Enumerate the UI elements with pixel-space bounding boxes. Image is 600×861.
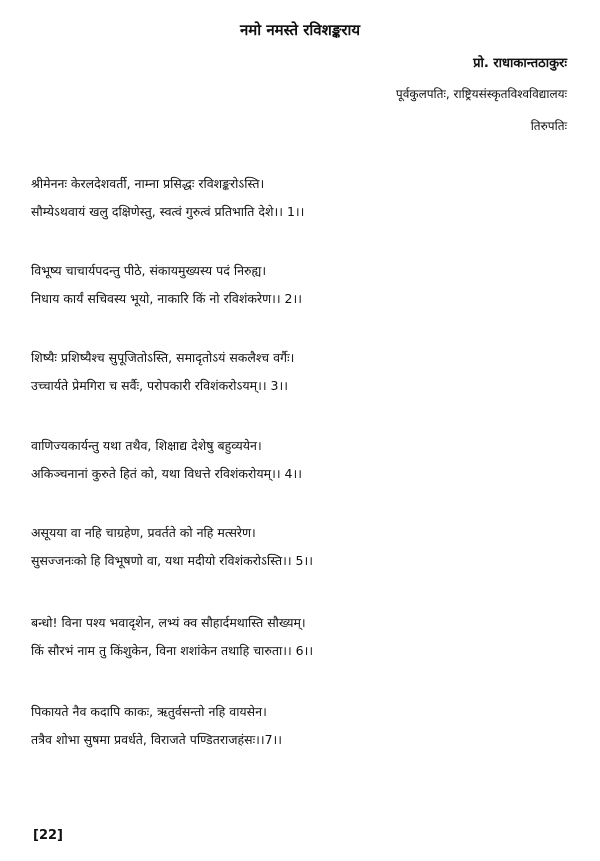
author-city: तिरुपतिः — [530, 119, 567, 133]
verse-7-line-1: पिकायते नैव कदापि काकः, ऋतुर्वसन्तो नहि वायसेन। — [31, 704, 267, 719]
verse-5-line-2: सुसज्जनःको हि विभूषणो वा, यथा मदीयो रविशंकरोऽस्ति।। 5।। — [31, 553, 313, 568]
verse-1-line-2: सौम्येऽथवायं खलु दक्षिणेस्तु, स्वत्वं गुरुत्वं प्रतिभाति देशे।। 1।। — [31, 204, 305, 219]
author-affiliation: पूर्वकुलपतिः, राष्ट्रियसंस्कृतविश्वविद्यालयः — [395, 87, 567, 101]
verse-2-line-1: विभूष्य चाचार्यपदन्तु पीठे, संकायमुख्यस्य पदं निरुह्य। — [31, 263, 267, 278]
verse-4-line-1: वाणिज्यकार्यन्तु यथा तथैव, शिक्षाद्य देशेषु बहुव्ययेन। — [31, 438, 262, 453]
verse-6-line-1: बन्धो! विना पश्य भवादृशेन, लभ्यं क्व सौहार्दमथास्ति सौख्यम्। — [31, 615, 306, 630]
verse-4-line-2: अकिञ्चनानां कुरुते हितं को, यथा विधत्ते रविशंकरोयम्।। 4।। — [31, 466, 302, 481]
verse-3-line-1: शिष्यैः प्रशिष्यैश्च सुपूजितोऽस्ति, समादृतोऽयं सकलैश्च वर्गैः। — [31, 350, 295, 365]
poem-title: नमो नमस्ते रविशङ्कराय — [239, 21, 361, 39]
page-number: [22] — [33, 828, 63, 843]
verse-6-line-2: किं सौरभं नाम तु किंशुकेन, विना शशांकेन तथाहि चारुता।। 6।। — [31, 643, 314, 658]
verse-3-line-2: उच्चार्यते प्रेमगिरा च सर्वैः, परोपकारी रविशंकरोऽयम्।। 3।। — [31, 378, 288, 393]
verse-7-line-2: तत्रैव शोभा सुषमा प्रवर्धते, विराजते पण्डितराजहंसः।।7।। — [31, 732, 283, 747]
verse-5-line-1: असूयया वा नहि चाग्रहेण, प्रवर्तते को नहि मत्सरेण। — [31, 525, 256, 540]
author-name: प्रो. राधाकान्तठाकुरः — [473, 56, 567, 71]
verse-1-line-1: श्रीमेननः केरलदेशवर्ती, नाम्ना प्रसिद्धः रविशङ्करोऽस्ति। — [31, 176, 265, 191]
verse-2-line-2: निधाय कार्यं सचिवस्य भूयो, नाकारि किं नो रविशंकरेण।। 2।। — [31, 291, 302, 306]
